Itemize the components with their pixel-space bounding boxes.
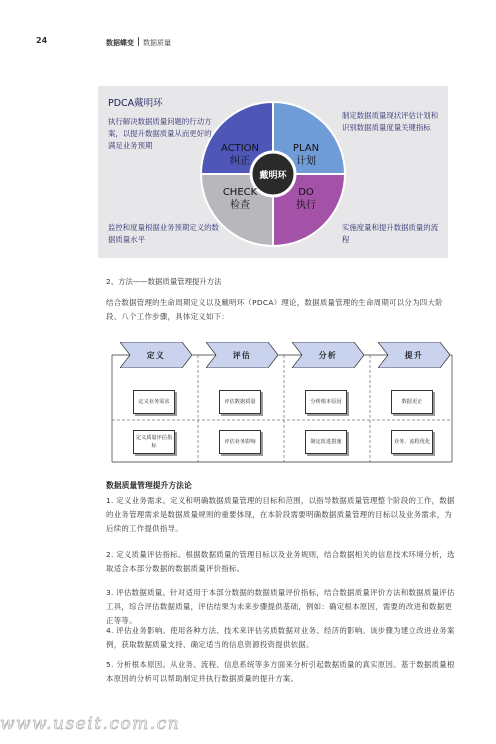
method-heading: 数据质量管理提升方法论 (106, 481, 192, 490)
action-en: ACTION (220, 143, 260, 154)
stage-label: 定义 (146, 350, 166, 360)
pdca-figure (98, 86, 448, 258)
note-action: 执行解决数据质量问题的行动方案，以提升数据质量从而更好的满足业务预期 (108, 117, 212, 150)
method-item-2: 2. 定义质量评估指标。根据数据质量的管理目标以及业务规则，结合数据相关的信息技术环境分析，选取适合本部分数据的数据质量评价指标。 (106, 550, 455, 573)
pdca-title: PDCA戴明环 (108, 98, 163, 109)
stage-define (120, 342, 192, 368)
note-do: 实施度量和提升数据质量的流程 (342, 223, 439, 244)
note-plan: 制定数据质量现状评估计划和识别数据质量度量关键指标 (342, 111, 439, 132)
intro-paragraph: 结合数据管理的生命周期定义以及戴明环（PDCA）理论，数据质量管理的生命周期可以分为四大阶段、八个工作步骤，具体定义如下： (106, 298, 443, 321)
book-title: 数据蝶变 (106, 39, 134, 47)
chapter-title: 数据质量 (143, 39, 171, 47)
stage-improve (378, 342, 450, 368)
center-label: 戴明环 (259, 171, 287, 181)
step-data-correction: 数据更正 (391, 390, 433, 414)
method-item-1: 1. 定义业务需求。定义和明确数据质量管理的目标和范围，以指导数据质量管理整个阶段的工作，数据的业务管理需求是数据质量规则的重要体现，在本阶段需要明确数据质量管理的目标以及业务需求，为后续的工作提供指导。 (106, 496, 455, 533)
page-number: 24 (36, 36, 48, 45)
page-header (36, 36, 460, 50)
check-en: CHECK (222, 187, 258, 198)
step-process-optimization: 业务、流程优化 (391, 430, 433, 454)
method-item-5: 5. 分析根本原因。从业务、流程、信息系统等多方面来分析引起数据质量的真实原因。基于数据质量根本原因的分析可以帮助制定并执行数据质量的提升方案。 (106, 660, 455, 683)
stage-analyze (292, 342, 364, 368)
step-analyze-root-cause: 分析根本原因 (305, 390, 347, 414)
method-item-3: 3. 评估数据质量。针对适用于本部分数据的数据质量评价指标，结合数据质量评价方法和数据质量评估工具，综合评估数据质量，评估结果为未来步骤提供基础，例如：确定根本原因，需要的改进和数据更正等等。 (106, 588, 455, 625)
action-zh: 纠正 (230, 156, 250, 167)
stage-label: 提升 (404, 350, 424, 360)
step-assess-business-impact: 评估业务影响 (219, 430, 261, 454)
check-zh: 检查 (230, 200, 250, 211)
step-assess-data-quality: 评估数据质量 (219, 390, 261, 414)
lifecycle-flow-diagram (106, 336, 456, 470)
do-zh: 执行 (296, 200, 316, 211)
stage-label: 评估 (232, 350, 252, 360)
plan-zh: 计划 (296, 156, 316, 167)
step-define-quality-metrics: 定义质量评估指标 (133, 430, 175, 454)
do-en: DO (298, 187, 314, 198)
running-title (106, 37, 171, 48)
stage-assess (206, 342, 278, 368)
note-check: 监控和度量根据业务预期定义的数据质量水平 (108, 223, 219, 244)
method-item-4: 4. 评估业务影响。使用各种方法、技术来评估劣质数据对业务、经济的影响。该步骤为建立改进业务案例，获取数据质量支持、确定适当的信息资源投资提供依据。 (106, 626, 455, 649)
stage-label: 分析 (318, 350, 338, 360)
section-heading: 2、方法——数据质量管理提升方法 (106, 277, 222, 286)
watermark: www.useit.com.cn (0, 714, 181, 734)
plan-en: PLAN (292, 143, 320, 154)
step-improvement-measures: 制定改进措施 (305, 430, 347, 454)
title-divider (138, 37, 139, 46)
step-define-business-needs: 定义业务需求 (133, 390, 175, 414)
